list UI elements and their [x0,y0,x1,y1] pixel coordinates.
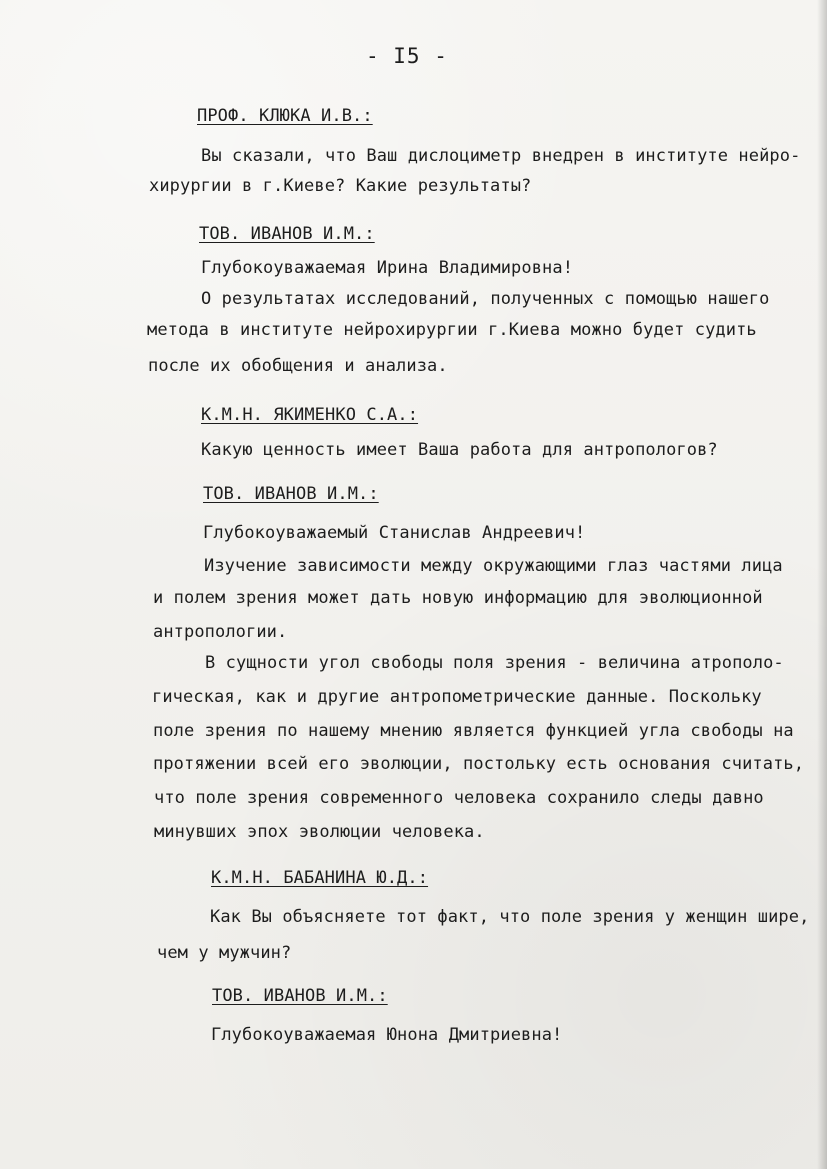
question-line-1: Вы сказали, что Ваш дислоциметр внедрен в институте нейро- [201,146,801,166]
salutation-line-1: Глубокоуважаемая Ирина Владимировна! [201,258,574,278]
answer-line-11: что поле зрения современного человека сохранило следы давно [154,788,764,808]
page-edge-shadow [817,0,827,1169]
speaker-heading-ivanov-3: ТОВ. ИВАНОВ И.М.: [212,986,388,1006]
speaker-heading-ivanov-2: ТОВ. ИВАНОВ И.М.: [203,484,379,504]
answer-line-4: Изучение зависимости между окружающими глаз частями лица [204,556,783,576]
speaker-heading-ivanov-1: ТОВ. ИВАНОВ И.М.: [199,224,375,244]
question-line-3: Какую ценность имеет Ваша работа для антропологов? [201,440,718,460]
question-line-4: Как Вы объясняете тот факт, что поле зрения у женщин шире, [210,907,810,927]
question-line-5: чем у мужчин? [157,943,292,963]
answer-line-5: и полем зрения может дать новую информацию для эволюционной [153,588,763,608]
answer-line-2: метода в институте нейрохирургии г.Киева можно будет судить [147,320,757,340]
answer-line-3: после их обобщения и анализа. [148,356,448,376]
answer-line-6: антропологии. [153,622,288,642]
page-number: - I5 - [366,44,448,68]
speaker-heading-yakimenko: К.М.Н. ЯКИМЕНКО С.А.: [201,405,419,425]
question-line-2: хирургии в г.Киеве? Какие результаты? [149,176,532,196]
answer-line-9: поле зрения по нашему мнению является функцией угла свободы на [153,721,794,741]
answer-line-10: протяжении всей его эволюции, постольку есть основания считать, [153,754,805,774]
salutation-line-3: Глубокоуважаемая Юнона Дмитриевна! [211,1025,563,1045]
speaker-heading-babanina: К.М.Н. БАБАНИНА Ю.Д.: [211,868,429,888]
answer-line-12: минувших эпох эволюции человека. [154,822,485,842]
salutation-line-2: Глубокоуважаемый Станислав Андреевич! [203,523,586,543]
answer-line-7: В сущности угол свободы поля зрения - величина атрополо- [205,653,784,673]
speaker-heading-klyuka: ПРОФ. КЛЮКА И.В.: [197,106,373,126]
answer-line-8: гическая, как и другие антропометрические данные. Поскольку [152,687,762,707]
answer-line-1: О результатах исследований, полученных с помощью нашего [201,289,770,309]
